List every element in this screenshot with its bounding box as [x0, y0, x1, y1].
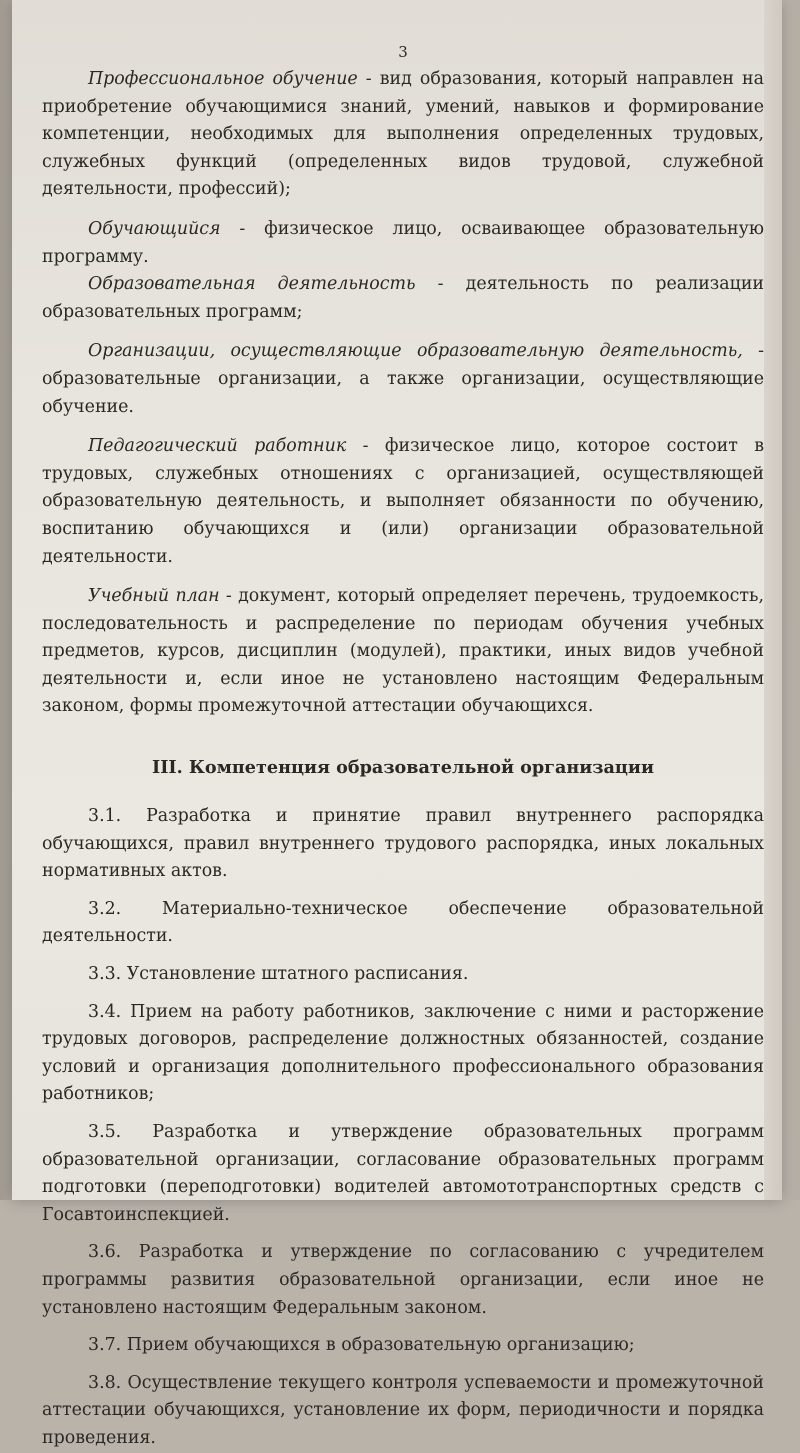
definition-term: Организации, осуществляющие образовательную деятельность,	[88, 341, 743, 362]
definition-paragraph	[42, 338, 764, 421]
page-content	[42, 42, 764, 1453]
competence-item: 3.4. Прием на работу работников, заключение с ними и расторжение трудовых договоров, распределение должностных обязанностей, создание условий и организация дополнительного профессионального образования работников;	[42, 1001, 764, 1105]
definition-text: - вид образования, который направлен на приобретение обучающимися знаний, умений, навыков и формирование компетенции, необходимых для выполнения определенных трудовых, служебных функций (определенных видов трудовой, служебной деятельности, профессий);	[42, 69, 764, 200]
page-edge	[764, 0, 782, 1200]
definition-term: Образовательная деятельность	[88, 274, 416, 295]
definition-text: - физическое лицо, которое состоит в трудовых, служебных отношениях с организацией, осуществляющей образовательную деятельность, и выполняет обязанности по обучению, воспитанию обучающихся и (или) организации образовательной деятельности.	[42, 436, 765, 567]
competence-item: 3.7. Прием обучающихся в образовательную организацию;	[88, 1335, 635, 1356]
page-number: 3	[398, 43, 408, 61]
definition-term: Профессиональное обучение	[88, 69, 358, 89]
competence-item: 3.2. Материально-техническое обеспечение образовательной деятельности.	[42, 898, 764, 947]
definition-paragraph	[42, 433, 764, 571]
definition-term: Обучающийся	[88, 218, 221, 239]
competence-item: 3.8. Осуществление текущего контроля успеваемости и промежуточной аттестации обучающихся, установление их форм, периодичности и порядка проведения.	[42, 1372, 764, 1448]
definition-paragraph	[42, 583, 764, 721]
document-page	[12, 0, 782, 1448]
definition-term: Учебный план	[88, 586, 220, 607]
definition-term: Педагогический работник	[88, 436, 347, 457]
definition-paragraph	[42, 271, 764, 326]
definition-paragraph	[42, 66, 764, 204]
definition-text: - деятельность по реализации образовательных программ;	[42, 274, 764, 322]
definition-text: - физическое лицо, осваивающее образовательную программу.	[42, 218, 764, 267]
definition-text: - документ, который определяет перечень, трудоемкость, последовательность и распределение по периодам обучения учебных предметов, курсов, дисциплин (модулей), практики, иных видов учебной деятельности и, если иное не установлено настоящим Федеральным законом, формы промежуточной аттестации обучающихся.	[42, 586, 764, 717]
definition-paragraph	[42, 216, 764, 271]
definition-text: - образовательные организации, а также организации, осуществляющие обучение.	[42, 341, 765, 417]
section-heading: III. Компетенция образовательной организации	[151, 757, 655, 779]
competence-item: 3.5. Разработка и утверждение образовательных программ образовательной организации, согласование образовательных программ подготовки (переподготовки) водителей автомототранспортных средств с Госавтоинспекцией.	[42, 1122, 764, 1225]
competence-item: 3.6. Разработка и утверждение по согласованию с учредителем программы развития образовательной организации, если иное не установлено настоящим Федеральным законом.	[42, 1242, 764, 1318]
competence-item: 3.3. Установление штатного расписания.	[88, 964, 469, 985]
competence-item: 3.1. Разработка и принятие правил внутреннего распорядка обучающихся, правил внутреннего трудового распорядка, иных локальных нормативных актов.	[42, 806, 764, 882]
